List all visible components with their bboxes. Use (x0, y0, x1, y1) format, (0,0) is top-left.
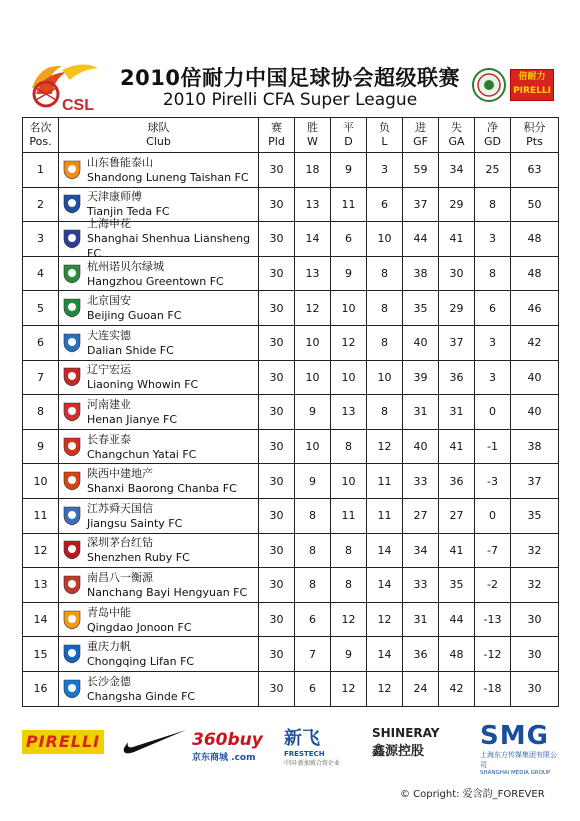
club-crest-icon (63, 194, 81, 214)
club-name-cn: 长沙金德 (87, 674, 131, 688)
cell-d: 12 (331, 602, 367, 637)
cell-d: 8 (331, 533, 367, 568)
column-header-l (367, 118, 403, 153)
cell-l: 8 (367, 291, 403, 326)
cell-ga: 35 (439, 568, 475, 603)
column-header-en: W (307, 135, 318, 148)
club-name-cn: 天津康师傅 (87, 190, 142, 204)
table-row (23, 291, 559, 326)
cell-pts: 48 (511, 256, 559, 291)
column-header-gd (475, 118, 511, 153)
copyright-text: © Copright: 爱含韵_FOREVER (400, 789, 545, 800)
cell-w: 9 (295, 395, 331, 430)
nike-swoosh-icon (120, 726, 188, 756)
club-crest-icon (63, 471, 81, 491)
column-header-pts (511, 118, 559, 153)
club-name-en: Jiangsu Sainty FC (87, 516, 183, 530)
csl-logo-text: CSL (62, 97, 94, 114)
360buy-logo-subtext: 京东商城 .com (192, 753, 256, 763)
cell-pts: 40 (511, 360, 559, 395)
cell-d: 10 (331, 291, 367, 326)
club-crest-icon (63, 264, 81, 284)
cell-ga: 42 (439, 671, 475, 706)
table-row (23, 671, 559, 706)
cell-gf: 39 (403, 360, 439, 395)
cell-pld: 30 (259, 671, 295, 706)
cell-pos: 5 (23, 291, 59, 326)
shineray-logo-en: SHINERAY (372, 726, 440, 740)
club-crest-icon (63, 367, 81, 387)
club-crest-icon (63, 679, 81, 699)
club-name-en: Shenzhen Ruby FC (87, 551, 190, 565)
column-header-en: Club (146, 135, 171, 148)
cell-club (59, 671, 259, 706)
cell-pos: 7 (23, 360, 59, 395)
cell-pos: 16 (23, 671, 59, 706)
pirelli-logo: PIRELLI (22, 730, 104, 754)
table-row (23, 256, 559, 291)
cell-l: 3 (367, 153, 403, 188)
cell-l: 12 (367, 429, 403, 464)
cell-gf: 33 (403, 464, 439, 499)
cell-ga: 37 (439, 325, 475, 360)
freetech-logo-en: FRESTECH (284, 750, 325, 758)
cell-gf: 44 (403, 222, 439, 257)
club-name-en: Shanghai Shenhua Liansheng FC (87, 232, 251, 261)
360buy-logo (192, 730, 272, 763)
cell-pld: 30 (259, 291, 295, 326)
table-row (23, 360, 559, 395)
cell-gd: 8 (475, 187, 511, 222)
cell-pts: 42 (511, 325, 559, 360)
cell-gf: 31 (403, 602, 439, 637)
cell-pld: 30 (259, 153, 295, 188)
cfa-badge-icon (472, 68, 506, 102)
cell-pos: 14 (23, 602, 59, 637)
club-crest-icon (63, 229, 81, 249)
club-name-cn: 辽宁宏运 (87, 363, 131, 377)
cell-l: 14 (367, 533, 403, 568)
club-name-cn: 重庆力帆 (87, 640, 131, 654)
cell-pld: 30 (259, 429, 295, 464)
club-crest-icon (63, 160, 81, 180)
club-name-cn: 河南建业 (87, 397, 131, 411)
cell-d: 11 (331, 498, 367, 533)
cell-ga: 29 (439, 187, 475, 222)
sponsor-bar (0, 718, 580, 776)
cell-pld: 30 (259, 325, 295, 360)
cell-gd: -12 (475, 637, 511, 672)
cell-gd: -1 (475, 429, 511, 464)
cell-l: 8 (367, 325, 403, 360)
cell-w: 8 (295, 533, 331, 568)
cell-w: 9 (295, 464, 331, 499)
cell-gf: 35 (403, 291, 439, 326)
cell-gf: 37 (403, 187, 439, 222)
club-name-cn: 陕西中建地产 (87, 467, 153, 481)
pirelli-badge-bottom: PIRELLI (513, 86, 551, 96)
smg-logo-cn: 上海东方传媒集团有限公司 (480, 751, 557, 769)
table-header-row (23, 118, 559, 153)
cell-pts: 35 (511, 498, 559, 533)
cell-pos: 6 (23, 325, 59, 360)
cell-pos: 10 (23, 464, 59, 499)
cell-pos: 8 (23, 395, 59, 430)
club-name-cn: 大连实德 (87, 328, 131, 342)
cell-pld: 30 (259, 187, 295, 222)
cell-gf: 31 (403, 395, 439, 430)
smg-logo-text: SMG (480, 721, 549, 751)
table-row (23, 222, 559, 257)
cell-club (59, 325, 259, 360)
column-header-gf (403, 118, 439, 153)
cell-w: 10 (295, 429, 331, 464)
table-body (23, 153, 559, 707)
column-header-en: L (381, 135, 388, 148)
cell-club (59, 568, 259, 603)
cell-l: 11 (367, 498, 403, 533)
cell-gf: 24 (403, 671, 439, 706)
cell-ga: 48 (439, 637, 475, 672)
club-name-en: Tianjin Teda FC (87, 205, 170, 219)
club-crest-icon (63, 540, 81, 560)
cell-gf: 59 (403, 153, 439, 188)
cell-pld: 30 (259, 360, 295, 395)
pirelli-badge-top: 倍耐力 (518, 72, 546, 82)
column-header-en: GA (448, 135, 465, 148)
cell-gf: 40 (403, 325, 439, 360)
cell-pts: 63 (511, 153, 559, 188)
column-header-en: GD (484, 135, 501, 148)
column-header-cn: 负 (379, 121, 390, 134)
cell-pts: 32 (511, 568, 559, 603)
column-header-cn: 净 (487, 121, 498, 134)
cell-w: 12 (295, 291, 331, 326)
cell-club (59, 464, 259, 499)
cell-pts: 32 (511, 533, 559, 568)
cell-gf: 40 (403, 429, 439, 464)
cell-d: 10 (331, 360, 367, 395)
cell-club (59, 533, 259, 568)
cell-pts: 40 (511, 395, 559, 430)
freetech-logo-cn: 新飞 (284, 728, 320, 749)
cell-d: 8 (331, 568, 367, 603)
club-name-cn: 杭州诺贝尔绿城 (87, 259, 164, 273)
club-name-cn: 深圳茅台红钻 (87, 536, 153, 550)
cell-pld: 30 (259, 464, 295, 499)
cell-ga: 30 (439, 256, 475, 291)
club-crest-icon (63, 298, 81, 318)
cell-gd: 0 (475, 395, 511, 430)
column-header-cn: 平 (343, 121, 354, 134)
page-title-en: 2010 Pirelli CFA Super League (162, 90, 418, 110)
column-header-club (59, 118, 259, 153)
cell-pos: 4 (23, 256, 59, 291)
table-row (23, 568, 559, 603)
cell-pts: 50 (511, 187, 559, 222)
club-name-en: Chongqing Lifan FC (87, 655, 195, 669)
table-row (23, 533, 559, 568)
cell-ga: 41 (439, 429, 475, 464)
table-row (23, 429, 559, 464)
shineray-logo-cn: 鑫源控股 (372, 744, 425, 759)
cell-w: 10 (295, 360, 331, 395)
cell-ga: 34 (439, 153, 475, 188)
cell-l: 8 (367, 395, 403, 430)
cell-w: 6 (295, 671, 331, 706)
cell-pts: 48 (511, 222, 559, 257)
cell-l: 6 (367, 187, 403, 222)
cell-pld: 30 (259, 498, 295, 533)
cell-club (59, 217, 259, 261)
club-name-en: Qingdao Jonoon FC (87, 620, 192, 634)
cell-pts: 30 (511, 671, 559, 706)
smg-logo (480, 721, 560, 776)
column-header-cn: 积分 (523, 121, 546, 134)
cell-gd: -18 (475, 671, 511, 706)
club-name-cn: 青岛中能 (87, 605, 131, 619)
cell-pos: 1 (23, 153, 59, 188)
cell-l: 12 (367, 671, 403, 706)
column-header-cn: 进 (415, 121, 426, 134)
club-name-en: Henan Jianye FC (87, 412, 178, 426)
cell-club (59, 395, 259, 430)
column-header-cn: 名次 (29, 121, 52, 134)
cell-pld: 30 (259, 222, 295, 257)
club-name-en: Nanchang Bayi Hengyuan FC (87, 585, 248, 599)
cell-gf: 27 (403, 498, 439, 533)
cell-w: 18 (295, 153, 331, 188)
cell-gd: 6 (475, 291, 511, 326)
page-header (0, 0, 580, 118)
cell-l: 10 (367, 360, 403, 395)
table-row (23, 325, 559, 360)
cell-gf: 34 (403, 533, 439, 568)
club-crest-icon (63, 644, 81, 664)
cell-ga: 27 (439, 498, 475, 533)
column-header-cn: 赛 (271, 121, 282, 134)
cell-club (59, 637, 259, 672)
cell-w: 7 (295, 637, 331, 672)
column-header-d (331, 118, 367, 153)
club-name-en: Hangzhou Greentown FC (87, 274, 224, 288)
cell-gd: -3 (475, 464, 511, 499)
club-name-en: Shandong Luneng Taishan FC (87, 170, 249, 184)
column-header-en: Pos. (29, 135, 52, 148)
cell-pos: 2 (23, 187, 59, 222)
cell-l: 14 (367, 568, 403, 603)
club-crest-icon (63, 610, 81, 630)
club-name-cn: 江苏舜天国信 (87, 501, 153, 515)
cell-gd: -2 (475, 568, 511, 603)
cell-d: 9 (331, 153, 367, 188)
table-row (23, 498, 559, 533)
cell-pld: 30 (259, 568, 295, 603)
cell-pld: 30 (259, 256, 295, 291)
cell-club (59, 429, 259, 464)
column-header-cn: 球队 (147, 121, 170, 134)
cell-club (59, 291, 259, 326)
smg-logo-en: SHANGHAI MEDIA GROUP (480, 770, 551, 776)
cell-w: 8 (295, 568, 331, 603)
cell-l: 12 (367, 602, 403, 637)
cell-pld: 30 (259, 395, 295, 430)
cell-gf: 36 (403, 637, 439, 672)
cell-gd: -13 (475, 602, 511, 637)
club-name-en: Changsha Ginde FC (87, 689, 196, 703)
freetech-logo (284, 724, 358, 767)
cell-club (59, 498, 259, 533)
column-header-en: GF (413, 135, 428, 148)
freetech-logo-tagline: 中国·新加坡合资企业 (284, 760, 340, 767)
cell-d: 10 (331, 464, 367, 499)
page-title-cn: 2010倍耐力中国足球协会超级联赛 (120, 66, 460, 90)
cell-l: 10 (367, 222, 403, 257)
cell-d: 12 (331, 671, 367, 706)
cell-d: 11 (331, 187, 367, 222)
table-row (23, 153, 559, 188)
column-header-en: D (344, 135, 353, 148)
cell-l: 11 (367, 464, 403, 499)
cell-w: 10 (295, 325, 331, 360)
table-row (23, 602, 559, 637)
club-name-en: Shanxi Baorong Chanba FC (87, 482, 237, 496)
column-header-cn: 胜 (307, 121, 318, 134)
cell-ga: 41 (439, 222, 475, 257)
360buy-logo-text: 360buy (192, 730, 263, 750)
cell-pld: 30 (259, 602, 295, 637)
cell-pts: 30 (511, 637, 559, 672)
cell-pos: 13 (23, 568, 59, 603)
cell-d: 12 (331, 325, 367, 360)
cell-ga: 41 (439, 533, 475, 568)
club-name-en: Liaoning Whowin FC (87, 378, 199, 392)
cell-pld: 30 (259, 533, 295, 568)
club-name-cn: 上海申花 (87, 217, 131, 231)
club-name-en: Beijing Guoan FC (87, 309, 182, 323)
cell-w: 13 (295, 187, 331, 222)
club-name-cn: 北京国安 (87, 294, 131, 308)
cell-l: 8 (367, 256, 403, 291)
cell-ga: 36 (439, 464, 475, 499)
column-header-en: Pts (526, 135, 543, 148)
column-header-w (295, 118, 331, 153)
shineray-logo (372, 726, 468, 760)
cell-gd: 3 (475, 222, 511, 257)
cell-pos: 9 (23, 429, 59, 464)
cell-club (59, 360, 259, 395)
column-header-ga (439, 118, 475, 153)
cell-club (59, 602, 259, 637)
pirelli-badge (510, 69, 554, 101)
cell-gf: 38 (403, 256, 439, 291)
cell-gd: 3 (475, 360, 511, 395)
cell-w: 14 (295, 222, 331, 257)
cell-gd: -7 (475, 533, 511, 568)
column-header-cn: 失 (451, 121, 462, 134)
cell-l: 14 (367, 637, 403, 672)
cell-d: 6 (331, 222, 367, 257)
table-row (23, 637, 559, 672)
cell-gd: 25 (475, 153, 511, 188)
cell-ga: 36 (439, 360, 475, 395)
club-name-cn: 山东鲁能泰山 (87, 155, 153, 169)
cell-gd: 3 (475, 325, 511, 360)
table-row (23, 464, 559, 499)
standings-table (22, 117, 559, 707)
column-header-pld (259, 118, 295, 153)
cell-d: 13 (331, 395, 367, 430)
cell-d: 8 (331, 429, 367, 464)
cell-pts: 38 (511, 429, 559, 464)
cell-club (59, 153, 259, 188)
club-name-cn: 南昌八一衡源 (87, 570, 153, 584)
club-name-en: Dalian Shide FC (87, 343, 174, 357)
cell-pos: 12 (23, 533, 59, 568)
cell-gd: 0 (475, 498, 511, 533)
club-crest-icon (63, 333, 81, 353)
club-crest-icon (63, 506, 81, 526)
club-crest-icon (63, 437, 81, 457)
cell-w: 8 (295, 498, 331, 533)
cell-pts: 30 (511, 602, 559, 637)
cell-pos: 11 (23, 498, 59, 533)
club-name-en: Changchun Yatai FC (87, 447, 197, 461)
cell-pld: 30 (259, 637, 295, 672)
column-header-pos (23, 118, 59, 153)
cell-pos: 3 (23, 222, 59, 257)
column-header-en: Pld (268, 135, 285, 148)
club-crest-icon (63, 402, 81, 422)
cell-d: 9 (331, 256, 367, 291)
cell-pts: 46 (511, 291, 559, 326)
cell-ga: 44 (439, 602, 475, 637)
club-name-cn: 长春亚泰 (87, 432, 131, 446)
cell-gf: 33 (403, 568, 439, 603)
cell-ga: 29 (439, 291, 475, 326)
cell-ga: 31 (439, 395, 475, 430)
table-row (23, 395, 559, 430)
cell-gd: 8 (475, 256, 511, 291)
club-crest-icon (63, 575, 81, 595)
cell-w: 6 (295, 602, 331, 637)
cell-pos: 15 (23, 637, 59, 672)
cell-w: 13 (295, 256, 331, 291)
cell-pts: 37 (511, 464, 559, 499)
cell-d: 9 (331, 637, 367, 672)
